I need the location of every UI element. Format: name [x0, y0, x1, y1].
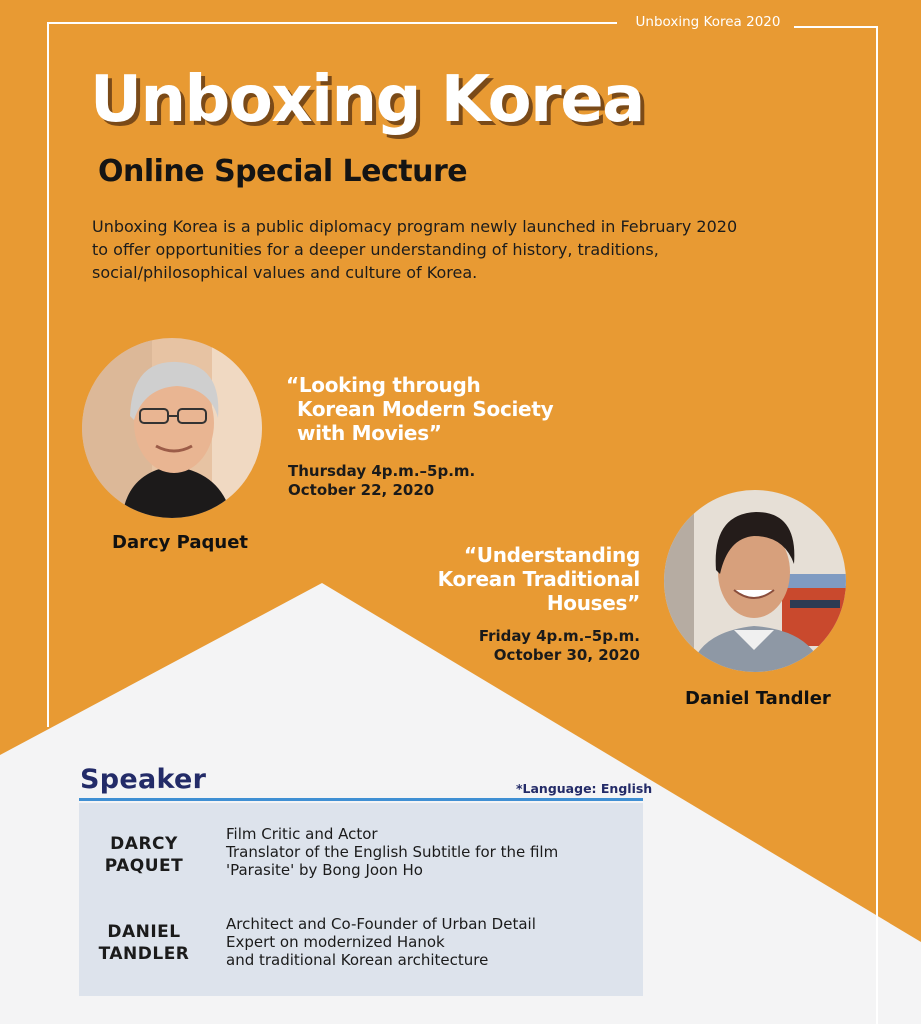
frame-right [876, 26, 878, 1024]
lecture-2-day-time: Friday 4p.m.–5p.m. [478, 627, 640, 645]
daniel-tandler-photo [664, 490, 846, 672]
lecture-2-date: October 30, 2020 [493, 646, 640, 664]
lecture-1-title-line: with Movies” [297, 421, 442, 445]
speaker-row-description [226, 915, 536, 969]
lecture-1-title-line: “Looking through [286, 373, 481, 397]
intro-paragraph [92, 215, 772, 284]
darcy-paquet-photo [82, 338, 262, 518]
lecture-1-schedule [288, 462, 475, 500]
frame-left [47, 22, 49, 727]
lecture-2-schedule [440, 627, 640, 665]
page-title: Unboxing Korea [90, 63, 644, 137]
lecture-2-speaker-name: Daniel Tandler [685, 688, 831, 709]
lecture-2-title [420, 543, 640, 615]
speaker-desc-line: Expert on modernized Hanok [226, 933, 445, 951]
speaker-row-name [79, 921, 209, 965]
speaker-divider [79, 798, 643, 801]
speaker-desc-line: Film Critic and Actor [226, 825, 378, 843]
speaker-name-line: DANIEL [107, 922, 181, 942]
lecture-1-day-time: Thursday 4p.m.–5p.m. [288, 462, 476, 480]
intro-line: to offer opportunities for a deeper understanding of history, traditions, [92, 240, 659, 259]
language-note: *Language: English [516, 781, 653, 796]
frame-top-left [47, 22, 617, 24]
speaker-row-description [226, 825, 558, 879]
page-subtitle: Online Special Lecture [98, 154, 468, 189]
lecture-1-speaker-name: Darcy Paquet [112, 532, 249, 553]
speaker-name-line: DARCY [110, 834, 178, 854]
speaker-desc-line: Architect and Co-Founder of Urban Detail [226, 915, 536, 933]
speaker-name-line: TANDLER [98, 944, 190, 964]
speaker-heading: Speaker [80, 764, 207, 795]
speaker-desc-line: and traditional Korean architecture [226, 951, 489, 969]
event-tag: Unboxing Korea 2020 [622, 14, 794, 30]
speaker-table [79, 803, 643, 996]
lecture-1-date: October 22, 2020 [288, 481, 435, 499]
frame-top-right [784, 26, 878, 28]
speaker-desc-line: 'Parasite' by Bong Joon Ho [226, 861, 423, 879]
speaker-name-line: PAQUET [104, 856, 184, 876]
intro-line: social/philosophical values and culture of Korea. [92, 263, 478, 282]
intro-line: Unboxing Korea is a public diplomacy program newly launched in February 2020 [92, 217, 738, 236]
lecture-2-title-line: Korean Traditional [437, 567, 640, 591]
lecture-2-title-line: “Understanding [463, 543, 640, 567]
lecture-2-title-line: Houses” [546, 591, 640, 615]
lecture-1-title [286, 373, 553, 445]
speaker-desc-line: Translator of the English Subtitle for the film [226, 843, 559, 861]
speaker-row-name [79, 833, 209, 877]
lecture-1-title-line: Korean Modern Society [297, 397, 554, 421]
